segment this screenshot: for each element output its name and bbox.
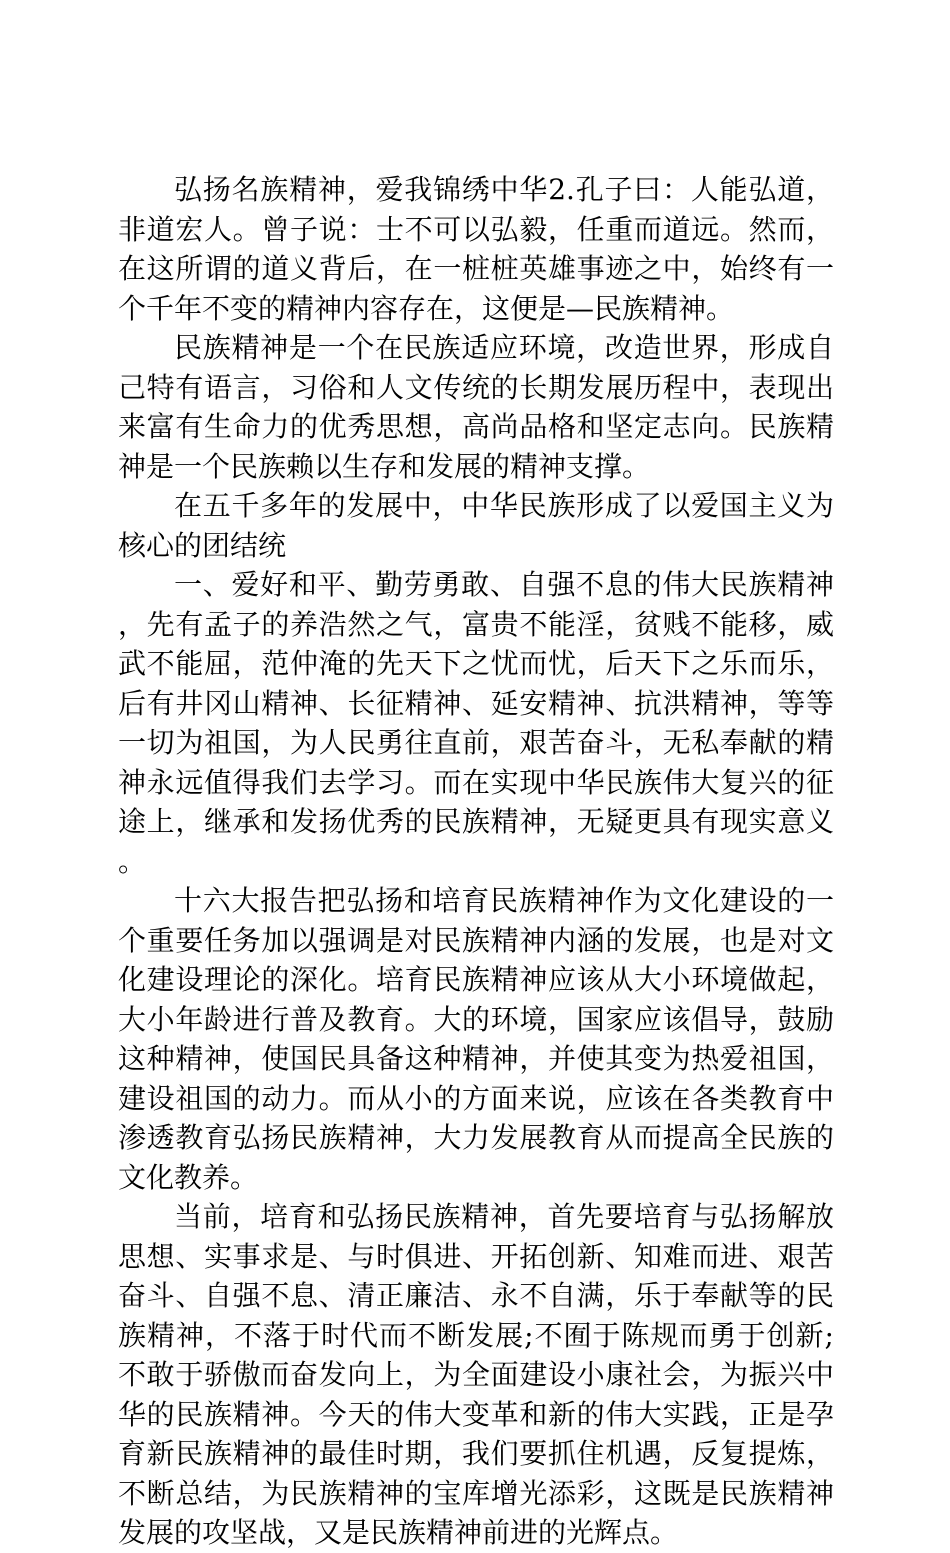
paragraph-5: 十六大报告把弘扬和培育民族精神作为文化建设的一个重要任务加以强调是对民族精神内涵的发展，也是对文化建设理论的深化。培育民族精神应该从大小环境做起，大小年龄进行普及教育。大的环境，国家应该倡导，鼓励这种精神，使国民具备这种精神，并使其变为热爱祖国，建设祖国的动力。而从小的方面来说，应该在各类教育中渗透教育弘扬民族精神，大力发展教育从而提高全民族的文化教养。: [118, 884, 834, 1194]
paragraph-6: 当前，培育和弘扬民族精神，首先要培育与弘扬解放思想、实事求是、与时俱进、开拓创新、知难而进、艰苦奋斗、自强不息、清正廉洁、永不自满，乐于奉献等的民族精神，不落于时代而不断发展;不囿于陈规而勇于创新;不敢于骄傲而奋发向上，为全面建设小康社会，为振兴中华的民族精神。今天的伟大变革和新的伟大实践，正是孕育新民族精神的最佳时期，我们要抓住机遇，反复提炼，不断总结，为民族精神的宝库增光添彩，这既是民族精神发展的攻坚战，又是民族精神前进的光辉点。: [118, 1200, 834, 1549]
paragraph-2: 民族精神是一个在民族适应环境，改造世界，形成自己特有语言，习俗和人文传统的长期发展历程中，表现出来富有生命力的优秀思想，高尚品格和坚定志向。民族精神是一个民族赖以生存和发展的精神支撑。: [118, 331, 834, 483]
paragraph-4: 一、爱好和平、勤劳勇敢、自强不息的伟大民族精神，先有孟子的养浩然之气，富贵不能淫，贫贱不能移，威武不能屈，范仲淹的先天下之忧而忧，后天下之乐而乐，后有井冈山精神、长征精神、延安精神、抗洪精神，等等一切为祖国，为人民勇往直前，艰苦奋斗，无私奉献的精神永远值得我们去学习。而在实现中华民族伟大复兴的征途上，继承和发扬优秀的民族精神，无疑更具有现实意义。: [118, 568, 834, 878]
document-body: [118, 170, 834, 1553]
paragraph-3: 在五千多年的发展中，中华民族形成了以爱国主义为核心的团结统: [118, 489, 834, 562]
paragraph-1: 弘扬名族精神，爱我锦绣中华2.孔子曰：人能弘道，非道宏人。曾子说：士不可以弘毅，任重而道远。然而，在这所谓的道义背后，在一桩桩英雄事迹之中，始终有一个千年不变的精神内容存在，这便是—民族精神。: [118, 173, 834, 325]
